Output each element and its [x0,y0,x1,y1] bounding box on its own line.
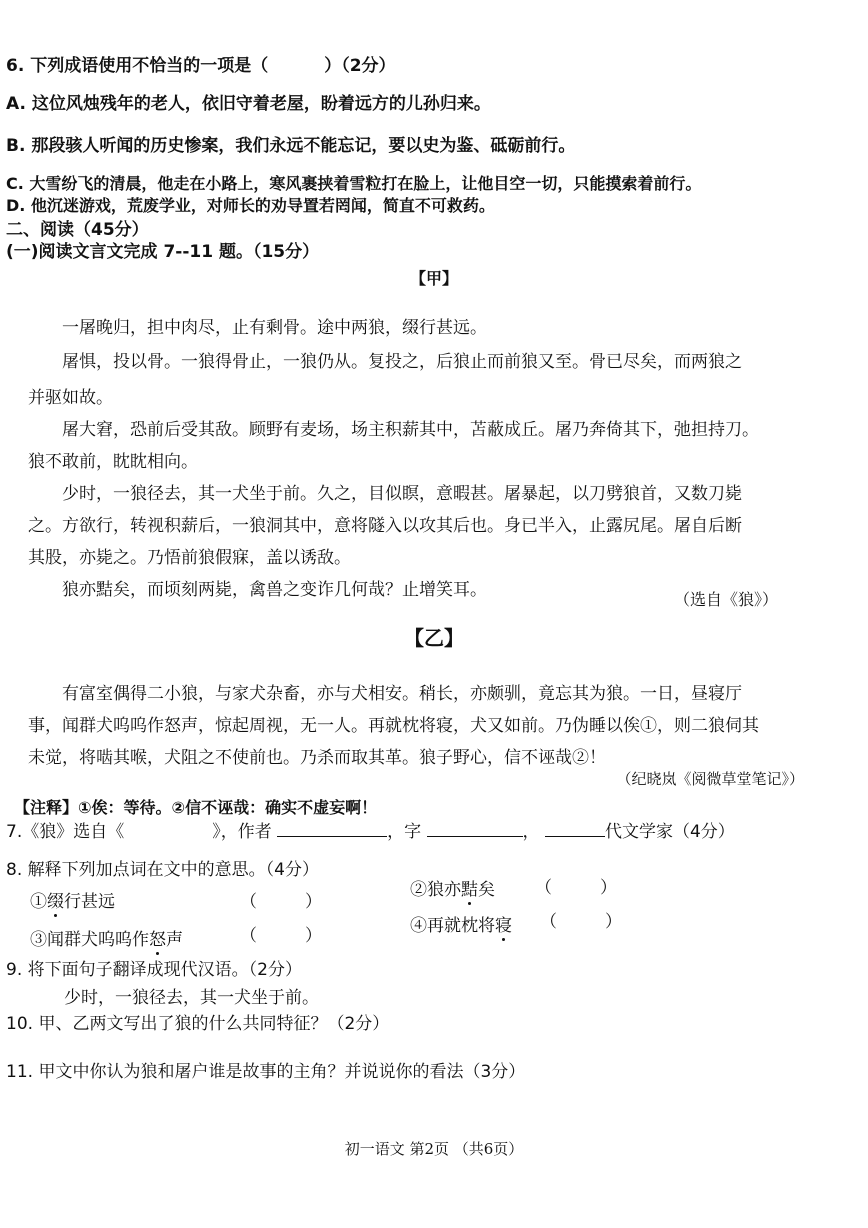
q8-item-1 [30,892,115,912]
q8-item-2-answer[interactable] [535,878,617,898]
q6-stem-text: 6. 下列成语使用不恰当的一项是（ [6,56,269,76]
q6-option-d: D. 他沉迷游戏，荒废学业，对师长的劝导置若罔闻，简直不可救药。 [6,196,495,215]
q7-part-a: 7.《狼》选自《 [6,822,125,842]
yi-line-2: 事，闻群犬呜呜作怒声，惊起周视，无一人。再就枕将寝，犬又如前。乃伪睡以俟①，则二狼伺其 [28,716,759,736]
q6-option-c: C. 大雪纷飞的清晨，他走在小路上，寒风裹挟着雪粒打在脸上，让他目空一切，只能摸索着前行。 [6,174,702,193]
q9-sentence: 少时，一狼径去，其一犬坐于前。 [64,988,319,1008]
q6-stem [6,56,396,76]
q7-zi-blank[interactable] [427,822,523,837]
jia-line-4: 屠大窘，恐前后受其敌。顾野有麦场，场主积薪其中，苫蔽成丘。屠乃奔倚其下，弛担持刀。 [62,420,759,440]
jia-line-1: 一屠晚归，担中肉尽，止有剩骨。途中两狼，缀行甚远。 [62,318,487,338]
q8-item-1-paren-open: （ [240,892,257,912]
q7-part-b: 》，作者 [212,822,272,842]
q6-option-a: A. 这位风烛残年的老人，依旧守着老屋，盼着远方的儿孙归来。 [6,94,491,114]
q8-item-3-pre: ③闻群犬呜呜作 [30,930,149,950]
q8-stem: 8. 解释下列加点词在文中的意思。（4分） [6,860,319,880]
q8-item-3-dot-word: 怒 [149,930,166,950]
q8-item-1-dot-word: 缀 [47,892,64,912]
q8-item-2 [410,880,495,900]
q8-item-1-answer[interactable] [240,892,322,912]
q11-stem: 11. 甲文中你认为狼和屠户谁是故事的主角？并说说你的看法（3分） [6,1062,526,1082]
q6-option-b: B. 那段骇人听闻的历史惨案，我们永远不能忘记，要以史为鉴、砥砺前行。 [6,136,576,156]
yi-line-1: 有富室偶得二小狼，与家犬杂畜，亦与犬相安。稍长，亦颇驯，竟忘其为狼。一日，昼寝厅 [62,684,742,704]
q8-item-4-paren-close: ） [605,912,622,932]
q6-stem-score: ）（2分） [324,56,396,76]
jia-line-3: 并驱如故。 [28,388,113,408]
jia-line-7: 之。方欲行，转视积薪后，一狼洞其中，意将隧入以攻其后也。身已半入，止露尻尾。屠自后断 [28,516,742,536]
q8-item-2-paren-open: （ [535,878,552,898]
jia-line-6: 少时，一狼径去，其一犬坐于前。久之，目似瞑，意暇甚。屠暴起，以刀劈狼首，又数刀毙 [62,484,742,504]
q7-part-d: ， [522,822,540,842]
q7-part-c: ，字 [387,822,422,842]
q8-item-2-post: 矣 [478,880,495,900]
jia-line-2: 屠惧，投以骨。一狼得骨止，一狼仍从。复投之，后狼止而前狼又至。骨已尽矣，而两狼之 [62,352,742,372]
section-title: 二、阅读（45分） [6,220,149,240]
q8-item-1-paren-close: ） [305,892,322,912]
note: 【注释】①俟：等待。②信不诬哉：确实不虚妄啊！ [14,798,378,817]
yi-label: 【乙】 [404,626,464,650]
q8-item-1-pre: ① [30,892,47,912]
q8-item-3-answer[interactable] [240,926,322,946]
q8-item-3-paren-open: （ [240,926,257,946]
jia-source: （选自《狼》） [673,590,778,609]
q8-item-4-dot-word: 寝 [495,916,512,936]
jia-line-5: 狼不敢前，眈眈相向。 [28,452,198,472]
q10-stem: 10. 甲、乙两文写出了狼的什么共同特征？（2分） [6,1014,390,1034]
section-subtitle: (一)阅读文言文完成 7--11 题。（15分） [6,242,320,262]
q8-item-2-pre: ②狼亦 [410,880,461,900]
yi-line-3: 未觉，将啮其喉，犬阻之不使前也。乃杀而取其革。狼子野心，信不诬哉②！ [28,748,606,768]
page-footer: 初一语文 第2页 （共6页） [344,1140,524,1158]
jia-label: 【甲】 [409,269,458,288]
q7-part-e: 代文学家（4分） [604,822,735,842]
q8-item-4-paren-open: （ [540,912,557,932]
q8-item-2-dot-word: 黠 [461,880,478,900]
q7-dynasty-blank[interactable] [545,822,605,837]
q8-item-3-post: 声 [166,930,183,950]
q8-item-4-pre: ④再就枕将 [410,916,495,936]
q8-item-4 [410,916,512,936]
q7 [6,822,735,842]
q9-stem: 9. 将下面句子翻译成现代汉语。（2分） [6,960,302,980]
q8-item-3-paren-close: ） [305,926,322,946]
q8-item-4-answer[interactable] [540,912,622,932]
yi-source: （纪晓岚《阅微草堂笔记》） [616,770,804,788]
jia-line-9: 狼亦黠矣，而顷刻两毙，禽兽之变诈几何哉？止增笑耳。 [62,580,487,600]
q8-item-3 [30,930,183,950]
q8-item-2-paren-close: ） [600,878,617,898]
q7-author-blank[interactable] [277,822,387,837]
jia-line-8: 其股，亦毙之。乃悟前狼假寐，盖以诱敌。 [28,548,351,568]
q8-item-1-post: 行甚远 [64,892,115,912]
